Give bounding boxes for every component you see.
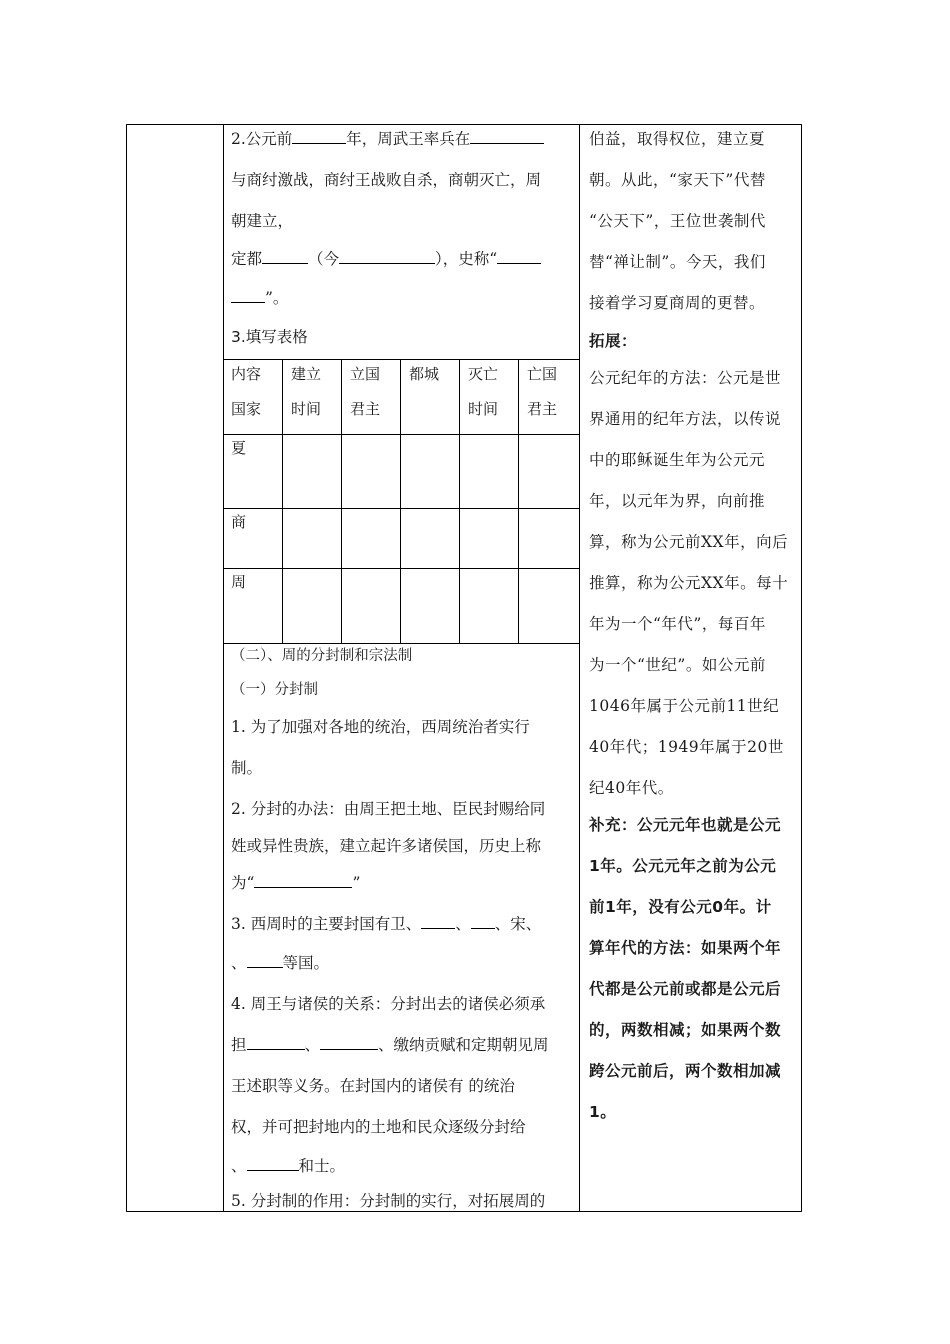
- supplement-line: 前1年，没有公元0年。计: [589, 898, 772, 916]
- supplement-line: 代都是公元前或都是公元后: [589, 980, 782, 998]
- text: 、缴纳贡赋和定期朝见周: [378, 1036, 549, 1054]
- expand-line: 年，以元年为界，向前推: [589, 492, 766, 510]
- table-header: 时间: [468, 400, 499, 418]
- table-header: 建立: [291, 365, 322, 383]
- expand-line: 界通用的纪年方法，以传说: [589, 410, 782, 428]
- lesson-table: [126, 124, 802, 1212]
- table-header: 君主: [527, 400, 558, 418]
- table-col-line: [459, 360, 460, 643]
- supplement-line: 跨公元前后，两个数相加减: [589, 1062, 782, 1080]
- blank-capital[interactable]: [262, 249, 308, 264]
- blank-year[interactable]: [292, 129, 346, 144]
- table-row-line: [223, 568, 579, 569]
- blank-historical-name-cont[interactable]: [231, 288, 265, 303]
- table-col-line: [518, 360, 519, 643]
- text: ”: [352, 874, 361, 892]
- p4-line-3: 王述职等义务。在封国内的诸侯有 的统治: [231, 1077, 515, 1095]
- text: 等国。: [282, 954, 330, 972]
- teacher-notes-column: [579, 125, 803, 1211]
- blank-state-3[interactable]: [247, 953, 283, 968]
- p1-line-1: 1. 为了加强对各地的统治，西周统治者实行: [231, 718, 530, 736]
- p1-line-2: 制。: [231, 759, 263, 777]
- expand-line: 推算，称为公元XX年。每十: [589, 574, 789, 592]
- text: 、: [231, 954, 247, 972]
- p4-line-5: [231, 1156, 345, 1176]
- table-header: 时间: [291, 400, 322, 418]
- q2-line-3: 朝建立，: [231, 212, 294, 230]
- table-col-line: [400, 360, 401, 643]
- text: 3. 西周时的主要封国有卫、: [231, 915, 422, 933]
- text: （今: [308, 250, 340, 268]
- table-header: 都城: [409, 365, 440, 383]
- section-2-title: （二）、周的分封制和宗法制: [231, 648, 413, 664]
- supplement-line: 的，两数相减；如果两个数: [589, 1021, 782, 1039]
- expand-line: 中的耶稣诞生年为公元元: [589, 451, 766, 469]
- blank-modern-city[interactable]: [339, 249, 435, 264]
- blank-duty-1[interactable]: [247, 1035, 305, 1050]
- blank-historical-name[interactable]: [497, 249, 541, 264]
- table-corner-top: 内容: [231, 365, 262, 383]
- table-header: 亡国: [527, 365, 558, 383]
- p5-line-1: 5. 分封制的作用：分封制的实行，对拓展周的: [231, 1192, 546, 1210]
- supplement-line: 算年代的方法：如果两个年: [589, 939, 782, 957]
- table-header: 立国: [350, 365, 381, 383]
- p4-line-1: 4. 周王与诸侯的关系：分封出去的诸侯必须承: [231, 995, 546, 1013]
- expand-title: 拓展：: [589, 332, 638, 350]
- p4-line-2: [231, 1035, 549, 1055]
- table-header: 君主: [350, 400, 381, 418]
- p3-line-2: [231, 953, 329, 973]
- expand-line: 40年代；1949年属于20世: [589, 738, 784, 756]
- text: 担: [231, 1036, 247, 1054]
- q2-line-4: [231, 249, 541, 269]
- expand-line: 算，称为公元前XX年，向后: [589, 533, 789, 551]
- text: ），史称“: [435, 250, 498, 268]
- p2-line-2: 姓或异性贵族，建立起许多诸侯国，历史上称: [231, 837, 542, 855]
- text: 、: [304, 1036, 321, 1054]
- expand-line: 1046年属于公元前11世纪: [589, 697, 780, 715]
- dynasty-fill-table: [223, 359, 579, 644]
- q2-line-1: [231, 129, 544, 149]
- blank-state-2[interactable]: [471, 914, 495, 929]
- p2-line-3: [231, 873, 360, 893]
- supplement-line: 1年。公元元年之前为公元: [589, 857, 777, 875]
- note-line: 接着学习夏商周的更替。: [589, 294, 766, 312]
- table-row-line: [223, 434, 579, 435]
- table-corner-bottom: 国家: [231, 400, 262, 418]
- text: 为“: [231, 874, 255, 892]
- table-row-line: [223, 508, 579, 509]
- text: ”。: [265, 289, 289, 307]
- expand-line: 公元纪年的方法：公元是世: [589, 369, 782, 387]
- text: 2.公元前: [231, 130, 293, 148]
- supplement-line: 补充：公元元年也就是公元: [589, 816, 782, 834]
- blank-system-name[interactable]: [254, 873, 352, 888]
- note-line: 伯益，取得权位，建立夏: [589, 130, 766, 148]
- table-row-label: 夏: [231, 439, 247, 457]
- blank-place[interactable]: [470, 129, 544, 144]
- blank-rank[interactable]: [247, 1156, 299, 1171]
- q2-line-5: [231, 288, 288, 308]
- expand-line: 年为一个“年代”，每百年: [589, 615, 766, 633]
- note-line: “公天下”，王位世袭制代: [589, 212, 766, 230]
- note-line: 替“禅让制”。今天，我们: [589, 253, 766, 271]
- text: 、: [231, 1157, 247, 1175]
- text: 、: [455, 915, 471, 933]
- blank-state-1[interactable]: [421, 914, 455, 929]
- table-col-line: [282, 360, 283, 643]
- text: 和士。: [298, 1157, 346, 1175]
- table-header: 灭亡: [468, 365, 499, 383]
- table-col-line: [341, 360, 342, 643]
- p2-line-1: 2. 分封的办法：由周王把土地、臣民封赐给同: [231, 800, 546, 818]
- text: 定都: [231, 250, 263, 268]
- text: 、宋、: [494, 915, 542, 933]
- q2-line-2: 与商纣激战，商纣王战败自杀，商朝灭亡，周: [231, 171, 542, 189]
- blank-duty-2[interactable]: [320, 1035, 378, 1050]
- expand-line: 纪40年代。: [589, 779, 674, 797]
- subsection-1-title: （一）分封制: [231, 682, 318, 698]
- table-row-label: 商: [231, 513, 247, 531]
- supplement-line: 1。: [589, 1103, 617, 1121]
- expand-line: 为一个“世纪”。如公元前: [589, 656, 766, 674]
- student-activity-column: [223, 125, 579, 1211]
- table-row-label: 周: [231, 573, 247, 591]
- p4-line-4: 权，并可把封地内的土地和民众逐级分封给: [231, 1118, 526, 1136]
- note-line: 朝。从此，“家天下”代替: [589, 171, 766, 189]
- text: 年，周武王率兵在: [346, 130, 471, 148]
- q3-title: 3.填写表格: [231, 328, 308, 346]
- p3-line-1: [231, 914, 541, 934]
